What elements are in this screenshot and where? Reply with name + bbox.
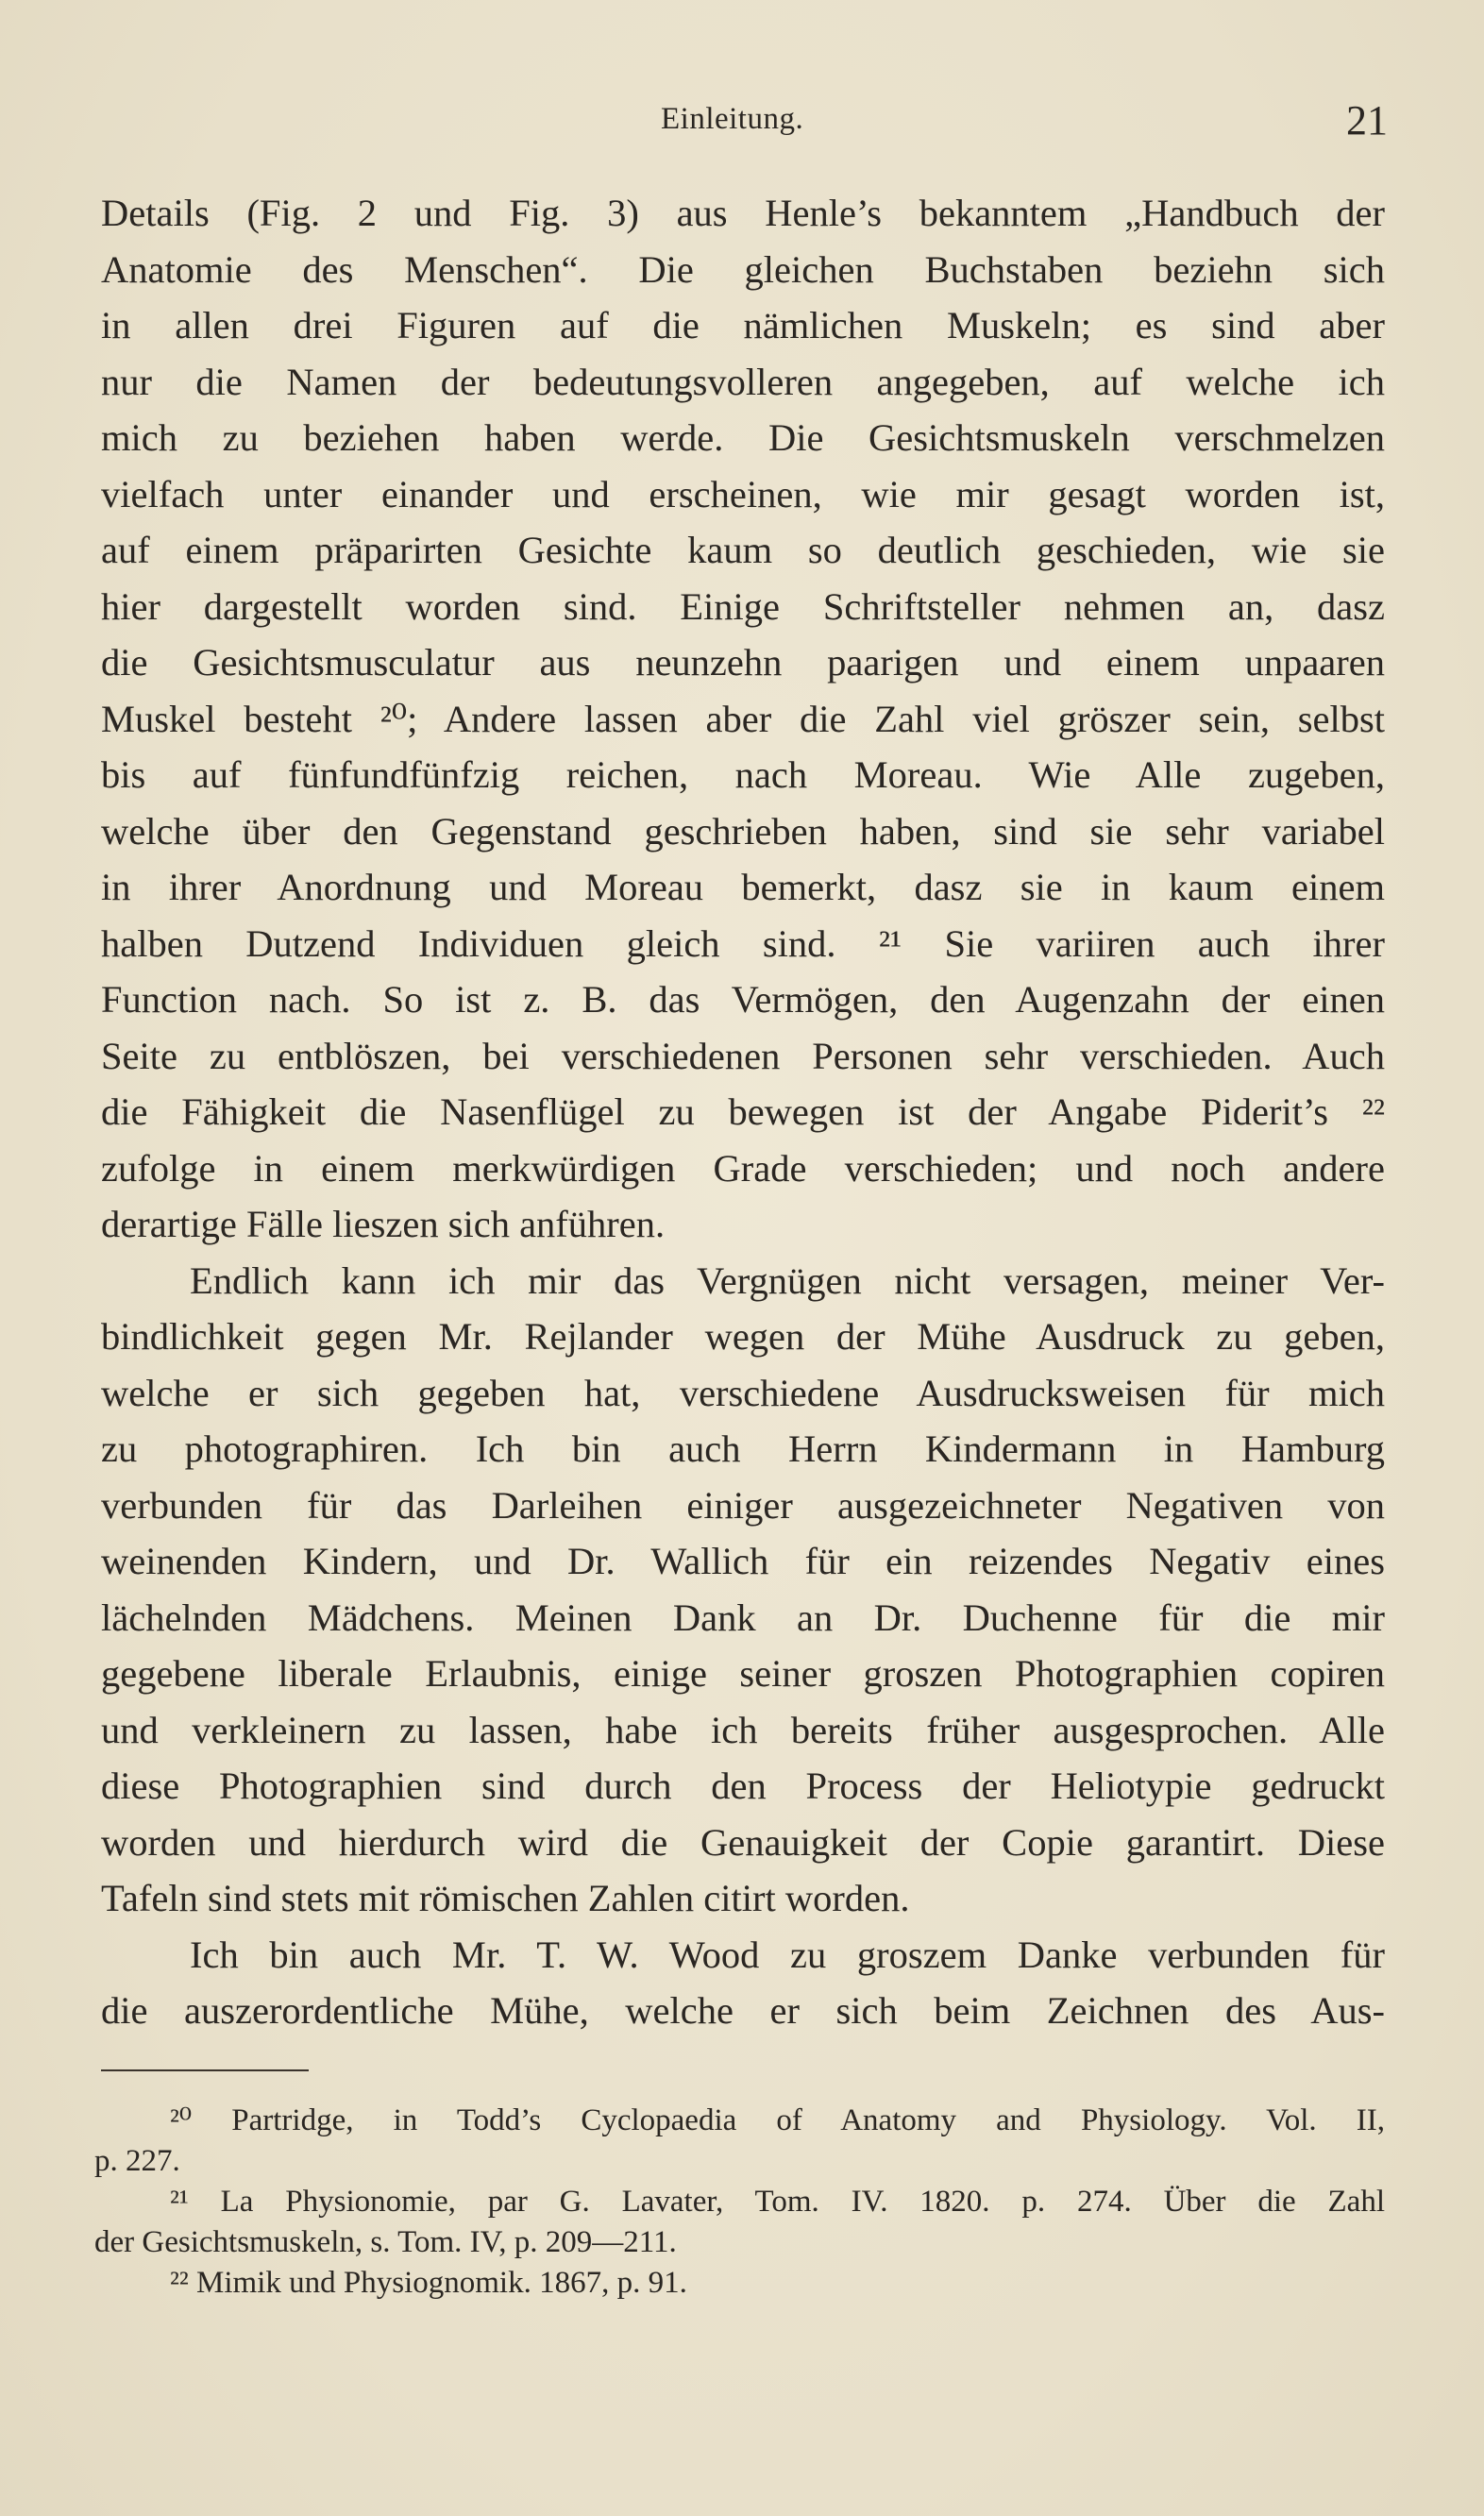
- text-line: verbunden für das Darleihen einiger ausgezeichneter Negativen von: [101, 1483, 1385, 1527]
- text-line: welche über den Gegenstand geschrieben haben, sind sie sehr variabel: [101, 809, 1385, 853]
- text-line: Anatomie des Menschen“. Die gleichen Buchstaben beziehn sich: [101, 247, 1385, 291]
- text-line: Tafeln sind stets mit römischen Zahlen citirt worden.: [101, 1877, 910, 1919]
- paragraph-start-line: Ich bin auch Mr. T. W. Wood zu groszem Danke verbunden für: [190, 1933, 1385, 1976]
- text-line: auf einem präparirten Gesichte kaum so deutlich geschieden, wie sie: [101, 529, 1385, 571]
- text-line: bindlichkeit gegen Mr. Rejlander wegen der Mühe Ausdruck zu geben,: [101, 1315, 1385, 1358]
- text-line: in allen drei Figuren auf die nämlichen Muskeln; es sind aber: [101, 304, 1385, 346]
- text-line: zufolge in einem merkwürdigen Grade verschieden; und noch andere: [101, 1146, 1385, 1190]
- text-line: nur die Namen der bedeutungsvolleren angegeben, auf welche ich: [101, 360, 1385, 403]
- text-line: halben Dutzend Individuen gleich sind. ²¹ Sie variiren auch ihrer: [101, 921, 1385, 965]
- text-line: Muskel besteht ²⁰; Andere lassen aber die Zahl viel gröszer sein, selbst: [101, 697, 1385, 740]
- text-line: worden und hierdurch wird die Genauigkeit der Copie garantirt. Diese: [101, 1820, 1385, 1864]
- text-line: mich zu beziehen haben werde. Die Gesichtsmuskeln verschmelzen: [101, 416, 1385, 459]
- text-line: hier dargestellt worden sind. Einige Schriftsteller nehmen an, dasz: [101, 584, 1385, 628]
- footnotes: [94, 2101, 1385, 2304]
- text-line: derartige Fälle lieszen sich anführen.: [101, 1203, 666, 1245]
- text-line: weinenden Kindern, und Dr. Wallich für ein reizendes Negativ eines: [101, 1540, 1385, 1582]
- text-line: lächelnden Mädchens. Meinen Dank an Dr. Duchenne für die mir: [101, 1596, 1385, 1639]
- text-line: und verkleinern zu lassen, habe ich bereits früher ausgesprochen. Alle: [101, 1708, 1385, 1751]
- footnote-line: ²⁰ Partridge, in Todd’s Cyclopaedia of Anatomy and Physiology. Vol. II,: [170, 2103, 1385, 2137]
- footnote-line: der Gesichtsmuskeln, s. Tom. IV, p. 209—211.: [94, 2225, 677, 2259]
- text-line: welche er sich gegeben hat, verschiedene Ausdrucksweisen für mich: [101, 1371, 1385, 1414]
- text-line: vielfach unter einander und erscheinen, wie mir gesagt worden ist,: [101, 472, 1385, 515]
- footnote-line: ²² Mimik und Physiognomik. 1867, p. 91.: [170, 2266, 687, 2300]
- text-line: Seite zu entblöszen, bei verschiedenen Personen sehr verschieden. Auch: [101, 1034, 1385, 1077]
- body-text: [101, 185, 1385, 2039]
- paragraph-start-line: Endlich kann ich mir das Vergnügen nicht versagen, meiner Ver-: [190, 1258, 1385, 1302]
- running-head: [0, 97, 1484, 149]
- text-line: die auszerordentliche Mühe, welche er sich beim Zeichnen des Aus-: [101, 1989, 1385, 2032]
- text-line: zu photographiren. Ich bin auch Herrn Kindermann in Hamburg: [101, 1427, 1385, 1470]
- text-line: die Fähigkeit die Nasenflügel zu bewegen ist der Angabe Piderit’s ²²: [101, 1090, 1385, 1133]
- footnote-divider: [101, 2069, 309, 2071]
- text-line: die Gesichtsmusculatur aus neunzehn paarigen und einem unpaaren: [101, 641, 1385, 684]
- footnote-line: ²¹ La Physionomie, par G. Lavater, Tom. IV. 1820. p. 274. Über die Zahl: [170, 2185, 1385, 2219]
- text-line: bis auf fünfundfünfzig reichen, nach Moreau. Wie Alle zugeben,: [101, 753, 1385, 796]
- page-number: 21: [1346, 97, 1388, 144]
- text-line: Details (Fig. 2 und Fig. 3) aus Henle’s bekanntem „Handbuch der: [101, 192, 1385, 234]
- text-line: diese Photographien sind durch den Process der Heliotypie gedruckt: [101, 1765, 1385, 1807]
- footnote-line: p. 227.: [94, 2144, 180, 2178]
- text-line: gegebene liberale Erlaubnis, einige seiner groszen Photographien copiren: [101, 1652, 1385, 1695]
- text-line: Function nach. So ist z. B. das Vermögen, den Augenzahn der einen: [101, 978, 1385, 1021]
- text-line: in ihrer Anordnung und Moreau bemerkt, dasz sie in kaum einem: [101, 866, 1385, 908]
- running-title: Einleitung.: [661, 102, 804, 136]
